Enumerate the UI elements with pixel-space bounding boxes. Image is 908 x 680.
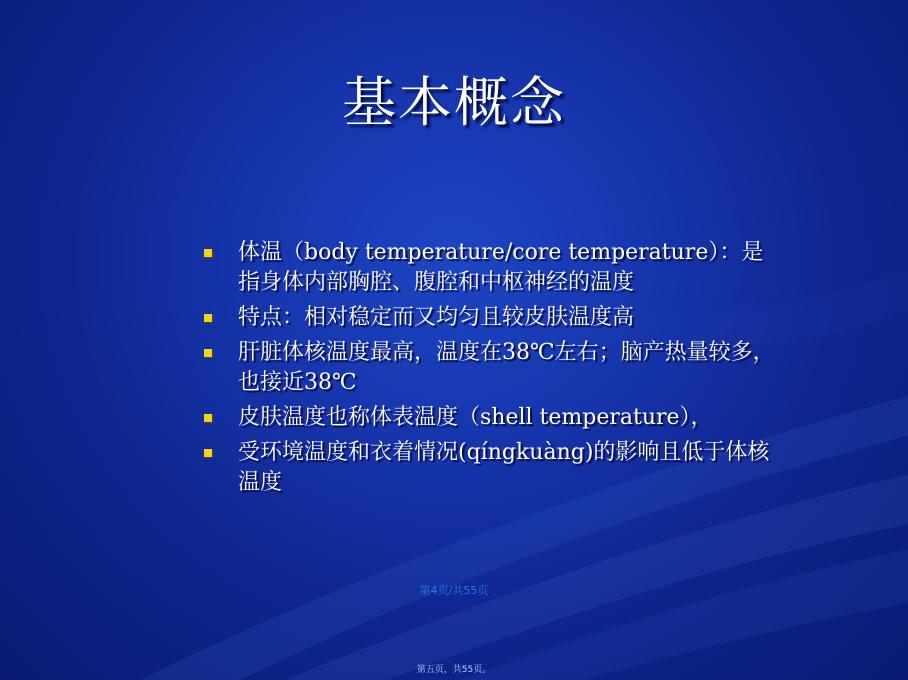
square-bullet-icon <box>204 349 212 357</box>
bullet-text: 特点：相对稳定而又均匀且较皮肤温度高 <box>238 305 635 330</box>
page-indicator: 第4页/共55页 <box>419 584 489 597</box>
square-bullet-icon <box>204 414 212 422</box>
bullet-item <box>200 438 780 498</box>
slide-title: 基本概念 <box>342 71 566 134</box>
bullet-item <box>200 338 780 398</box>
bullet-text: 体温（body temperature/core temperature）：是指身体内部胸腔、腹腔和中枢神经的温度 <box>238 240 764 295</box>
bullet-text: 肝脏体核温度最高，温度在38℃左右；脑产热量较多，也接近38℃ <box>238 340 775 395</box>
bullet-list <box>200 238 780 503</box>
bullet-text: 皮肤温度也称体表温度（shell temperature）， <box>238 405 713 430</box>
square-bullet-icon <box>204 314 212 322</box>
footer-page-number: 第五页，共55页。 <box>416 665 492 675</box>
square-bullet-icon <box>204 249 212 257</box>
bullet-item <box>200 238 780 298</box>
bullet-item <box>200 403 780 433</box>
square-bullet-icon <box>204 449 212 457</box>
bullet-item <box>200 303 780 333</box>
bullet-text: 受环境温度和衣着情况(qíngkuàng)的影响且低于体核温度 <box>238 440 770 495</box>
